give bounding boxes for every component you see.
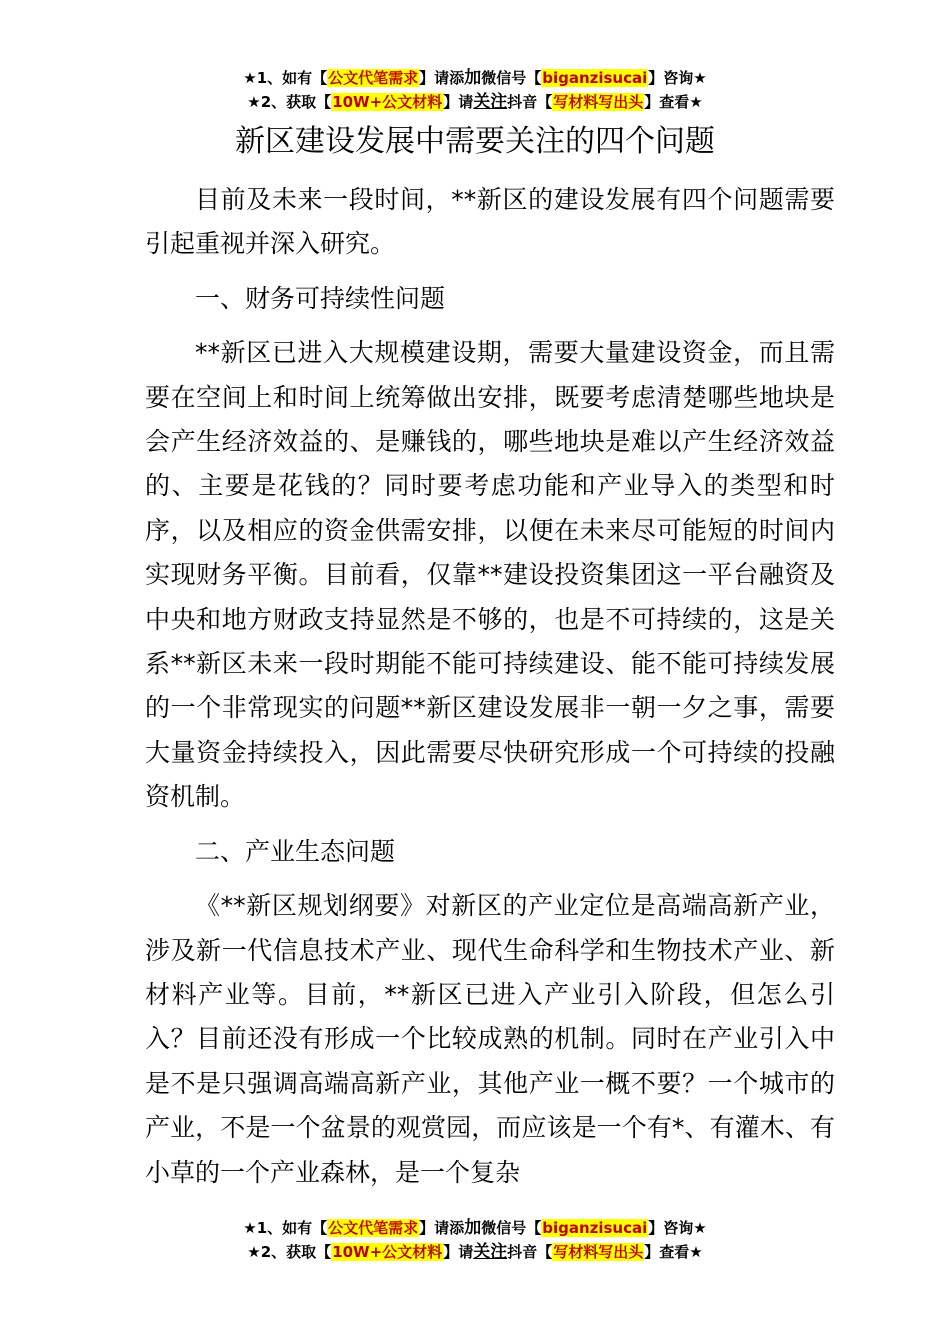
promo-line-1 [0,1216,950,1240]
promo-highlight: 公文代笔需求 [328,1219,419,1237]
promo-highlight: 10W+公文材料 [332,93,443,111]
intro-paragraph: 目前及未来一段时间，**新区的建设发展有四个问题需要引起重视并深入研究。 [145,185,835,259]
promo-text: 】查看★ [644,1243,703,1261]
promo-line-2 [0,1240,950,1264]
promo-text: 微信号【 [481,1219,542,1237]
document-title: 新区建设发展中需要关注的四个问题 [235,124,715,159]
header-promo-banner [0,66,950,114]
promo-text: 微信号【 [481,69,542,87]
promo-highlight: 写材料写出头 [553,93,644,111]
promo-text: 抖音【 [507,93,553,111]
promo-text: 关注 [473,1242,508,1262]
promo-text: 】请添 [419,1219,465,1237]
promo-highlight: 写材料写出头 [553,1243,644,1261]
promo-text: ★2、获取【 [247,93,332,111]
promo-text: 】咨询★ [648,69,707,87]
promo-highlight: 公文代笔需求 [328,69,419,87]
promo-line-1 [0,66,950,90]
section-heading-2: 二、产业生态问题 [195,836,396,866]
document-body [145,178,835,1205]
promo-highlight: biganzisucai [542,1219,648,1237]
promo-highlight: biganzisucai [542,69,648,87]
promo-text: 】请添 [419,69,465,87]
promo-text: 】请 [443,93,474,111]
section-heading-1: 一、财务可持续性问题 [195,283,446,313]
section-body-2: 《**新区规划纲要》对新区的产业定位是高端高新产业，涉及新一代信息技术产业、现代生命科学和生物技术产业、新材料产业等。目前，**新区已进入产业引入阶段，但怎么引入？目前还没有形成一个比较成熟的机制。同时在产业引入中是不是只强调高端高新产业，其他产业一概不要？一个城市的产业，不是一个盆景的观赏园，而应该是一个有*、有灌木、有小草的一个产业森林，是一个复杂 [145,891,835,1187]
promo-text: 加 [464,1218,482,1238]
promo-line-2 [0,90,950,114]
promo-text: ★2、获取【 [247,1243,332,1261]
promo-text: 关注 [473,92,508,112]
promo-text: 】请 [443,1243,474,1261]
footer-promo-banner [0,1216,950,1264]
promo-text: 抖音【 [507,1243,553,1261]
promo-text: 加 [464,68,482,88]
promo-text: 】查看★ [644,93,703,111]
promo-highlight: 10W+公文材料 [332,1243,443,1261]
promo-text: 】咨询★ [648,1219,707,1237]
section-body-1: **新区已进入大规模建设期，需要大量建设资金，而且需要在空间上和时间上统筹做出安排，既要考虑清楚哪些地块是会产生经济效益的、是赚钱的，哪些地块是难以产生经济效益的、主要是花钱的？同时要考虑功能和产业导入的类型和时序，以及相应的资金供需安排，以便在未来尽可能短的时间内实现财务平衡。目前看，仅靠**建设投资集团这一平台融资及中央和地方财政支持显然是不够的，也是不可持续的，这是关系**新区未来一段时期能不能可持续建设、能不能可持续发展的一个非常现实的问题**新区建设发展非一朝一夕之事，需要大量资金持续投入，因此需要尽快研究形成一个可持续的投融资机制。 [145,338,835,812]
promo-text: ★1、如有【 [243,1219,328,1237]
promo-text: ★1、如有【 [243,69,328,87]
